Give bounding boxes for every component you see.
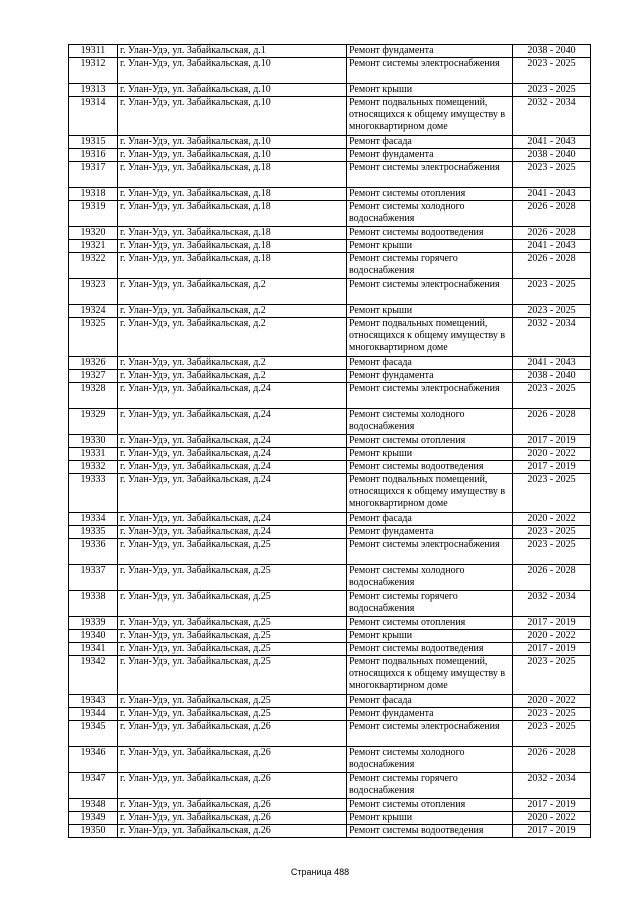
table-row [69, 708, 591, 721]
work-type-cell: Ремонт фундамента [347, 45, 513, 58]
work-type-cell: Ремонт системы холодного водоснабжения [347, 409, 513, 435]
table-row [69, 825, 591, 838]
row-number: 19330 [69, 435, 118, 448]
row-number: 19328 [69, 383, 118, 409]
period-cell: 2026 - 2028 [513, 747, 591, 773]
work-type-cell: Ремонт системы отопления [347, 435, 513, 448]
row-number: 19346 [69, 747, 118, 773]
address-cell: г. Улан-Удэ, ул. Забайкальская, д.26 [118, 747, 347, 773]
row-number: 19326 [69, 357, 118, 370]
table-row [69, 227, 591, 240]
table-row [69, 513, 591, 526]
address-cell: г. Улан-Удэ, ул. Забайкальская, д.2 [118, 305, 347, 318]
work-type-cell: Ремонт системы холодного водоснабжения [347, 565, 513, 591]
work-type-cell: Ремонт системы электроснабжения [347, 539, 513, 565]
period-cell: 2020 - 2022 [513, 695, 591, 708]
row-number: 19327 [69, 370, 118, 383]
row-number: 19331 [69, 448, 118, 461]
period-cell: 2023 - 2025 [513, 305, 591, 318]
period-cell: 2023 - 2025 [513, 474, 591, 513]
work-type-cell: Ремонт системы отопления [347, 617, 513, 630]
work-type-cell: Ремонт крыши [347, 630, 513, 643]
period-cell: 2023 - 2025 [513, 539, 591, 565]
table-row [69, 318, 591, 357]
work-type-cell: Ремонт фасада [347, 136, 513, 149]
address-cell: г. Улан-Удэ, ул. Забайкальская, д.18 [118, 253, 347, 279]
address-cell: г. Улан-Удэ, ул. Забайкальская, д.10 [118, 58, 347, 84]
period-cell: 2023 - 2025 [513, 58, 591, 84]
table-row [69, 747, 591, 773]
period-cell: 2023 - 2025 [513, 84, 591, 97]
period-cell: 2017 - 2019 [513, 643, 591, 656]
work-type-cell: Ремонт крыши [347, 240, 513, 253]
table-row [69, 240, 591, 253]
table-row [69, 565, 591, 591]
row-number: 19342 [69, 656, 118, 695]
address-cell: г. Улан-Удэ, ул. Забайкальская, д.25 [118, 708, 347, 721]
work-type-cell: Ремонт фундамента [347, 526, 513, 539]
table-row [69, 656, 591, 695]
address-cell: г. Улан-Удэ, ул. Забайкальская, д.24 [118, 409, 347, 435]
period-cell: 2026 - 2028 [513, 227, 591, 240]
row-number: 19336 [69, 539, 118, 565]
address-cell: г. Улан-Удэ, ул. Забайкальская, д.2 [118, 318, 347, 357]
address-cell: г. Улан-Удэ, ул. Забайкальская, д.1 [118, 45, 347, 58]
table-row [69, 253, 591, 279]
row-number: 19347 [69, 773, 118, 799]
row-number: 19318 [69, 188, 118, 201]
address-cell: г. Улан-Удэ, ул. Забайкальская, д.2 [118, 279, 347, 305]
work-type-cell: Ремонт системы водоотведения [347, 227, 513, 240]
address-cell: г. Улан-Удэ, ул. Забайкальская, д.24 [118, 513, 347, 526]
work-type-cell: Ремонт системы холодного водоснабжения [347, 747, 513, 773]
table-row [69, 279, 591, 305]
period-cell: 2026 - 2028 [513, 201, 591, 227]
table-row [69, 201, 591, 227]
period-cell: 2017 - 2019 [513, 825, 591, 838]
address-cell: г. Улан-Удэ, ул. Забайкальская, д.26 [118, 825, 347, 838]
row-number: 19335 [69, 526, 118, 539]
work-type-cell: Ремонт фундамента [347, 708, 513, 721]
address-cell: г. Улан-Удэ, ул. Забайкальская, д.26 [118, 773, 347, 799]
row-number: 19324 [69, 305, 118, 318]
period-cell: 2023 - 2025 [513, 162, 591, 188]
work-type-cell: Ремонт системы электроснабжения [347, 721, 513, 747]
work-type-cell: Ремонт крыши [347, 305, 513, 318]
table-row [69, 409, 591, 435]
row-number: 19313 [69, 84, 118, 97]
period-cell: 2023 - 2025 [513, 279, 591, 305]
work-type-cell: Ремонт системы электроснабжения [347, 383, 513, 409]
table-row [69, 45, 591, 58]
address-cell: г. Улан-Удэ, ул. Забайкальская, д.18 [118, 162, 347, 188]
table-row [69, 643, 591, 656]
page-footer: Страница 488 [290, 867, 350, 877]
work-type-cell: Ремонт системы водоотведения [347, 461, 513, 474]
address-cell: г. Улан-Удэ, ул. Забайкальская, д.25 [118, 565, 347, 591]
address-cell: г. Улан-Удэ, ул. Забайкальская, д.24 [118, 461, 347, 474]
period-cell: 2023 - 2025 [513, 721, 591, 747]
period-cell: 2023 - 2025 [513, 708, 591, 721]
table-row [69, 630, 591, 643]
address-cell: г. Улан-Удэ, ул. Забайкальская, д.18 [118, 227, 347, 240]
row-number: 19338 [69, 591, 118, 617]
address-cell: г. Улан-Удэ, ул. Забайкальская, д.25 [118, 539, 347, 565]
period-cell: 2032 - 2034 [513, 773, 591, 799]
table-row [69, 84, 591, 97]
period-cell: 2038 - 2040 [513, 370, 591, 383]
period-cell: 2020 - 2022 [513, 448, 591, 461]
row-number: 19314 [69, 97, 118, 136]
row-number: 19317 [69, 162, 118, 188]
work-type-cell: Ремонт системы горячего водоснабжения [347, 253, 513, 279]
table-row [69, 617, 591, 630]
table-row [69, 526, 591, 539]
table-row [69, 58, 591, 84]
row-number: 19322 [69, 253, 118, 279]
period-cell: 2041 - 2043 [513, 188, 591, 201]
work-type-cell: Ремонт крыши [347, 812, 513, 825]
period-cell: 2038 - 2040 [513, 45, 591, 58]
address-cell: г. Улан-Удэ, ул. Забайкальская, д.24 [118, 448, 347, 461]
table-row [69, 188, 591, 201]
table-row [69, 383, 591, 409]
address-cell: г. Улан-Удэ, ул. Забайкальская, д.18 [118, 201, 347, 227]
address-cell: г. Улан-Удэ, ул. Забайкальская, д.25 [118, 643, 347, 656]
row-number: 19321 [69, 240, 118, 253]
row-number: 19319 [69, 201, 118, 227]
period-cell: 2023 - 2025 [513, 526, 591, 539]
row-number: 19325 [69, 318, 118, 357]
address-cell: г. Улан-Удэ, ул. Забайкальская, д.10 [118, 149, 347, 162]
table-row [69, 695, 591, 708]
address-cell: г. Улан-Удэ, ул. Забайкальская, д.26 [118, 799, 347, 812]
work-type-cell: Ремонт фундамента [347, 149, 513, 162]
period-cell: 2038 - 2040 [513, 149, 591, 162]
row-number: 19329 [69, 409, 118, 435]
address-cell: г. Улан-Удэ, ул. Забайкальская, д.24 [118, 383, 347, 409]
row-number: 19337 [69, 565, 118, 591]
row-number: 19312 [69, 58, 118, 84]
table-row [69, 149, 591, 162]
period-cell: 2032 - 2034 [513, 97, 591, 136]
row-number: 19340 [69, 630, 118, 643]
work-type-cell: Ремонт подвальных помещений, относящихся к общему имуществу в многоквартирном доме [347, 656, 513, 695]
address-cell: г. Улан-Удэ, ул. Забайкальская, д.25 [118, 617, 347, 630]
work-type-cell: Ремонт фасада [347, 695, 513, 708]
table-row [69, 97, 591, 136]
row-number: 19323 [69, 279, 118, 305]
period-cell: 2026 - 2028 [513, 253, 591, 279]
table-row [69, 136, 591, 149]
address-cell: г. Улан-Удэ, ул. Забайкальская, д.2 [118, 370, 347, 383]
work-type-cell: Ремонт системы водоотведения [347, 825, 513, 838]
work-type-cell: Ремонт фасада [347, 357, 513, 370]
row-number: 19334 [69, 513, 118, 526]
address-cell: г. Улан-Удэ, ул. Забайкальская, д.24 [118, 526, 347, 539]
address-cell: г. Улан-Удэ, ул. Забайкальская, д.18 [118, 240, 347, 253]
address-cell: г. Улан-Удэ, ул. Забайкальская, д.24 [118, 474, 347, 513]
row-number: 19339 [69, 617, 118, 630]
table-row [69, 357, 591, 370]
table-row [69, 773, 591, 799]
address-cell: г. Улан-Удэ, ул. Забайкальская, д.24 [118, 435, 347, 448]
table-row [69, 591, 591, 617]
period-cell: 2023 - 2025 [513, 656, 591, 695]
table-row [69, 305, 591, 318]
period-cell: 2017 - 2019 [513, 617, 591, 630]
work-type-cell: Ремонт системы электроснабжения [347, 279, 513, 305]
table-body [69, 45, 591, 838]
row-number: 19344 [69, 708, 118, 721]
row-number: 19316 [69, 149, 118, 162]
period-cell: 2017 - 2019 [513, 799, 591, 812]
period-cell: 2032 - 2034 [513, 591, 591, 617]
table-row [69, 539, 591, 565]
row-number: 19341 [69, 643, 118, 656]
work-type-cell: Ремонт системы горячего водоснабжения [347, 773, 513, 799]
table-row [69, 721, 591, 747]
period-cell: 2020 - 2022 [513, 812, 591, 825]
work-type-cell: Ремонт крыши [347, 448, 513, 461]
address-cell: г. Улан-Удэ, ул. Забайкальская, д.18 [118, 188, 347, 201]
row-number: 19350 [69, 825, 118, 838]
period-cell: 2017 - 2019 [513, 435, 591, 448]
row-number: 19320 [69, 227, 118, 240]
address-cell: г. Улан-Удэ, ул. Забайкальская, д.25 [118, 630, 347, 643]
work-type-cell: Ремонт системы водоотведения [347, 643, 513, 656]
table-row [69, 435, 591, 448]
address-cell: г. Улан-Удэ, ул. Забайкальская, д.26 [118, 812, 347, 825]
address-cell: г. Улан-Удэ, ул. Забайкальская, д.26 [118, 721, 347, 747]
address-cell: г. Улан-Удэ, ул. Забайкальская, д.25 [118, 656, 347, 695]
row-number: 19311 [69, 45, 118, 58]
period-cell: 2041 - 2043 [513, 357, 591, 370]
work-type-cell: Ремонт подвальных помещений, относящихся к общему имуществу в многоквартирном доме [347, 474, 513, 513]
row-number: 19315 [69, 136, 118, 149]
address-cell: г. Улан-Удэ, ул. Забайкальская, д.10 [118, 97, 347, 136]
table-row [69, 799, 591, 812]
work-type-cell: Ремонт системы отопления [347, 188, 513, 201]
period-cell: 2020 - 2022 [513, 630, 591, 643]
table-row [69, 461, 591, 474]
work-type-cell: Ремонт системы отопления [347, 799, 513, 812]
work-type-cell: Ремонт подвальных помещений, относящихся к общему имуществу в многоквартирном доме [347, 97, 513, 136]
period-cell: 2032 - 2034 [513, 318, 591, 357]
table-row [69, 812, 591, 825]
address-cell: г. Улан-Удэ, ул. Забайкальская, д.25 [118, 591, 347, 617]
table-row [69, 448, 591, 461]
period-cell: 2026 - 2028 [513, 565, 591, 591]
address-cell: г. Улан-Удэ, ул. Забайкальская, д.2 [118, 357, 347, 370]
address-cell: г. Улан-Удэ, ул. Забайкальская, д.10 [118, 136, 347, 149]
work-type-cell: Ремонт системы холодного водоснабжения [347, 201, 513, 227]
row-number: 19343 [69, 695, 118, 708]
table-row [69, 162, 591, 188]
work-type-cell: Ремонт системы электроснабжения [347, 58, 513, 84]
work-type-cell: Ремонт системы электроснабжения [347, 162, 513, 188]
period-cell: 2041 - 2043 [513, 240, 591, 253]
period-cell: 2041 - 2043 [513, 136, 591, 149]
row-number: 19345 [69, 721, 118, 747]
period-cell: 2020 - 2022 [513, 513, 591, 526]
work-type-cell: Ремонт подвальных помещений, относящихся к общему имуществу в многоквартирном доме [347, 318, 513, 357]
row-number: 19333 [69, 474, 118, 513]
work-type-cell: Ремонт крыши [347, 84, 513, 97]
row-number: 19349 [69, 812, 118, 825]
work-type-cell: Ремонт фасада [347, 513, 513, 526]
row-number: 19348 [69, 799, 118, 812]
table-row [69, 370, 591, 383]
address-cell: г. Улан-Удэ, ул. Забайкальская, д.25 [118, 695, 347, 708]
address-cell: г. Улан-Удэ, ул. Забайкальская, д.10 [118, 84, 347, 97]
period-cell: 2023 - 2025 [513, 383, 591, 409]
period-cell: 2026 - 2028 [513, 409, 591, 435]
row-number: 19332 [69, 461, 118, 474]
period-cell: 2017 - 2019 [513, 461, 591, 474]
work-type-cell: Ремонт системы горячего водоснабжения [347, 591, 513, 617]
table-row [69, 474, 591, 513]
repair-schedule-table [68, 44, 591, 838]
work-type-cell: Ремонт фундамента [347, 370, 513, 383]
